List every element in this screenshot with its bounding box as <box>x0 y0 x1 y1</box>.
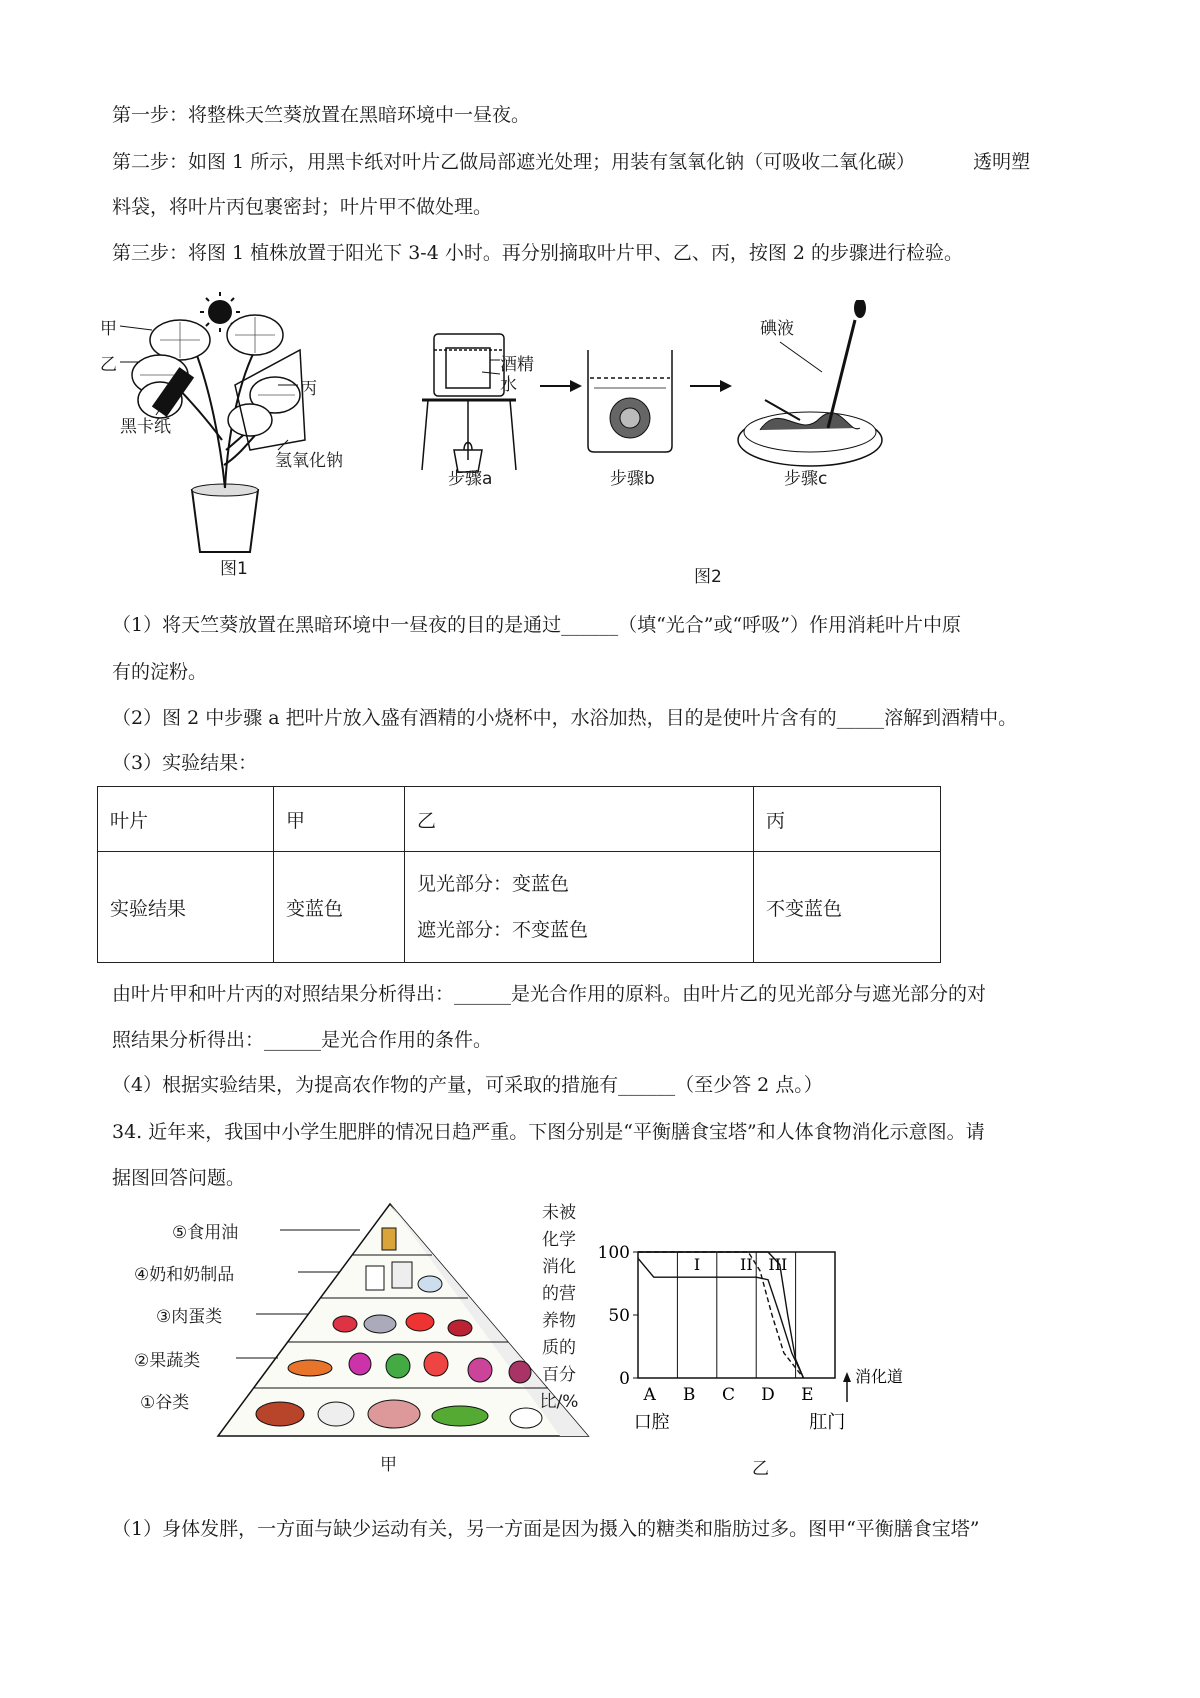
pyramid-caption: 甲 <box>380 1455 397 1475</box>
results-table <box>97 786 941 963</box>
table-cell-line: 遮光部分：不变蓝色 <box>417 919 589 941</box>
step-1: 第一步：将整株天竺葵放置在黑暗环境中一昼夜。 <box>112 104 531 126</box>
figure-1-plant <box>100 290 390 580</box>
final-question-line: （1）身体发胖，一方面与缺少运动有关，另一方面是因为摄入的糖类和脂肪过多。图甲“平衡膳食宝塔” <box>112 1518 980 1540</box>
x-category-label: E <box>801 1385 814 1405</box>
curve-label: I <box>693 1255 701 1274</box>
question-34-line1: 34. 近年来，我国中小学生肥胖的情况日趋严重。下图分别是“平衡膳食宝塔”和人体食物消化示意图。请 <box>112 1121 985 1143</box>
pyramid-level-2-label: ②果蔬类 <box>134 1351 201 1371</box>
step-3: 第三步：将图 1 植株放置于阳光下 3-4 小时。再分别摘取叶片甲、乙、丙，按图 2 的步骤进行检验。 <box>112 242 964 264</box>
y-label-line: 质的 <box>542 1338 576 1358</box>
x-category-label: C <box>721 1385 736 1405</box>
series-line-I <box>638 1258 804 1378</box>
y-tick-label: 50 <box>608 1306 630 1326</box>
leaf-bing-label: 丙 <box>300 379 317 399</box>
naoh-label: 氢氧化钠 <box>275 451 343 471</box>
analysis-line1: 由叶片甲和叶片丙的对照结果分析得出：______是光合作用的原料。由叶片乙的见光部分与遮光部分的对 <box>112 983 987 1005</box>
pyramid-level-4-label: ④奶和奶制品 <box>134 1265 235 1285</box>
plot-frame <box>638 1252 835 1378</box>
question-1-line1: （1）将天竺葵放置在黑暗环境中一昼夜的目的是通过______（填“光合”或“呼吸”）作用消耗叶片中原 <box>112 614 961 636</box>
table-header-cell: 叶片 <box>98 787 274 852</box>
step-2-text: 第二步：如图 1 所示，用黑卡纸对叶片乙做局部遮光处理；用装有氢氧化钠（可吸收二氧化碳） <box>112 151 916 173</box>
digestion-chart <box>590 1200 910 1435</box>
x-category-label: D <box>761 1385 775 1405</box>
y-label-line: 比/% <box>539 1392 579 1412</box>
curve-label: III <box>768 1255 788 1274</box>
table-cell: 变蓝色 <box>274 852 405 963</box>
pyramid-level-3-label: ③肉蛋类 <box>156 1307 223 1327</box>
table-header-row <box>98 787 941 852</box>
table-header-cell: 丙 <box>754 787 941 852</box>
x-axis-label: 消化道 <box>855 1367 904 1386</box>
y-label-line: 的营 <box>542 1284 576 1304</box>
x-category-label: A <box>643 1385 656 1405</box>
black-card-label: 黑卡纸 <box>120 417 171 437</box>
x-note-label: 肛门 <box>809 1412 846 1433</box>
leaf-yi-label: 乙 <box>100 355 117 375</box>
anus-arrowhead <box>843 1372 851 1382</box>
step-a-label: 步骤a <box>448 469 493 489</box>
pyramid-level-1-label: ①谷类 <box>140 1393 190 1413</box>
y-label-line: 养物 <box>542 1311 576 1331</box>
leaf-jia-label: 甲 <box>100 319 117 339</box>
y-label-line: 未被 <box>542 1203 576 1223</box>
table-header-cell: 乙 <box>405 787 754 852</box>
chart-caption: 乙 <box>752 1459 769 1479</box>
analysis-line2: 照结果分析得出：______是光合作用的条件。 <box>112 1029 493 1051</box>
table-cell-line: 见光部分：变蓝色 <box>417 873 570 895</box>
experiment-steps-illustration <box>420 300 940 540</box>
food-pyramid-figure <box>130 1200 590 1475</box>
y-label-line: 消化 <box>542 1257 576 1277</box>
question-2: （2）图 2 中步骤 a 把叶片放入盛有酒精的小烧杯中，水浴加热，目的是使叶片含有的_____溶解到酒精中。 <box>112 707 1018 729</box>
chart-y-axis-label <box>530 1200 588 1416</box>
y-tick-label: 0 <box>619 1369 630 1389</box>
step-2-tail: 透明塑 <box>973 151 1031 173</box>
figure-2-caption: 图2 <box>694 567 722 587</box>
pyramid-level-5-label: ⑤食用油 <box>172 1223 239 1243</box>
table-row-label: 实验结果 <box>98 852 274 963</box>
table-cell: 不变蓝色 <box>754 852 941 963</box>
step-c-label: 步骤c <box>784 469 828 489</box>
y-label-line: 百分 <box>542 1365 576 1385</box>
digestion-chart-figure <box>530 1200 930 1480</box>
figure-1-caption: 图1 <box>220 559 248 579</box>
figure-2-steps <box>420 300 940 590</box>
y-tick-label: 100 <box>597 1243 630 1263</box>
table-header-cell: 甲 <box>274 787 405 852</box>
iodine-label: 碘液 <box>760 319 794 339</box>
question-1-line2: 有的淀粉。 <box>112 661 208 683</box>
x-note-label: 口腔 <box>633 1412 670 1433</box>
step-b-label: 步骤b <box>610 469 655 489</box>
x-category-label: B <box>682 1385 696 1405</box>
y-label-line: 化学 <box>542 1230 576 1250</box>
table-row <box>98 852 941 963</box>
question-4: （4）根据实验结果，为提高农作物的产量，可采取的措施有______（至少答 2 点。） <box>112 1074 823 1096</box>
water-label: 水 <box>500 375 517 395</box>
question-34-line2: 据图回答问题。 <box>112 1167 246 1189</box>
step-2-cont: 料袋，将叶片丙包裹密封；叶片甲不做处理。 <box>112 196 493 218</box>
table-cell <box>405 852 754 963</box>
curve-label: II <box>740 1255 753 1274</box>
question-3: （3）实验结果： <box>112 752 258 774</box>
step-2 <box>112 150 1030 174</box>
alcohol-label: 酒精 <box>500 355 534 375</box>
